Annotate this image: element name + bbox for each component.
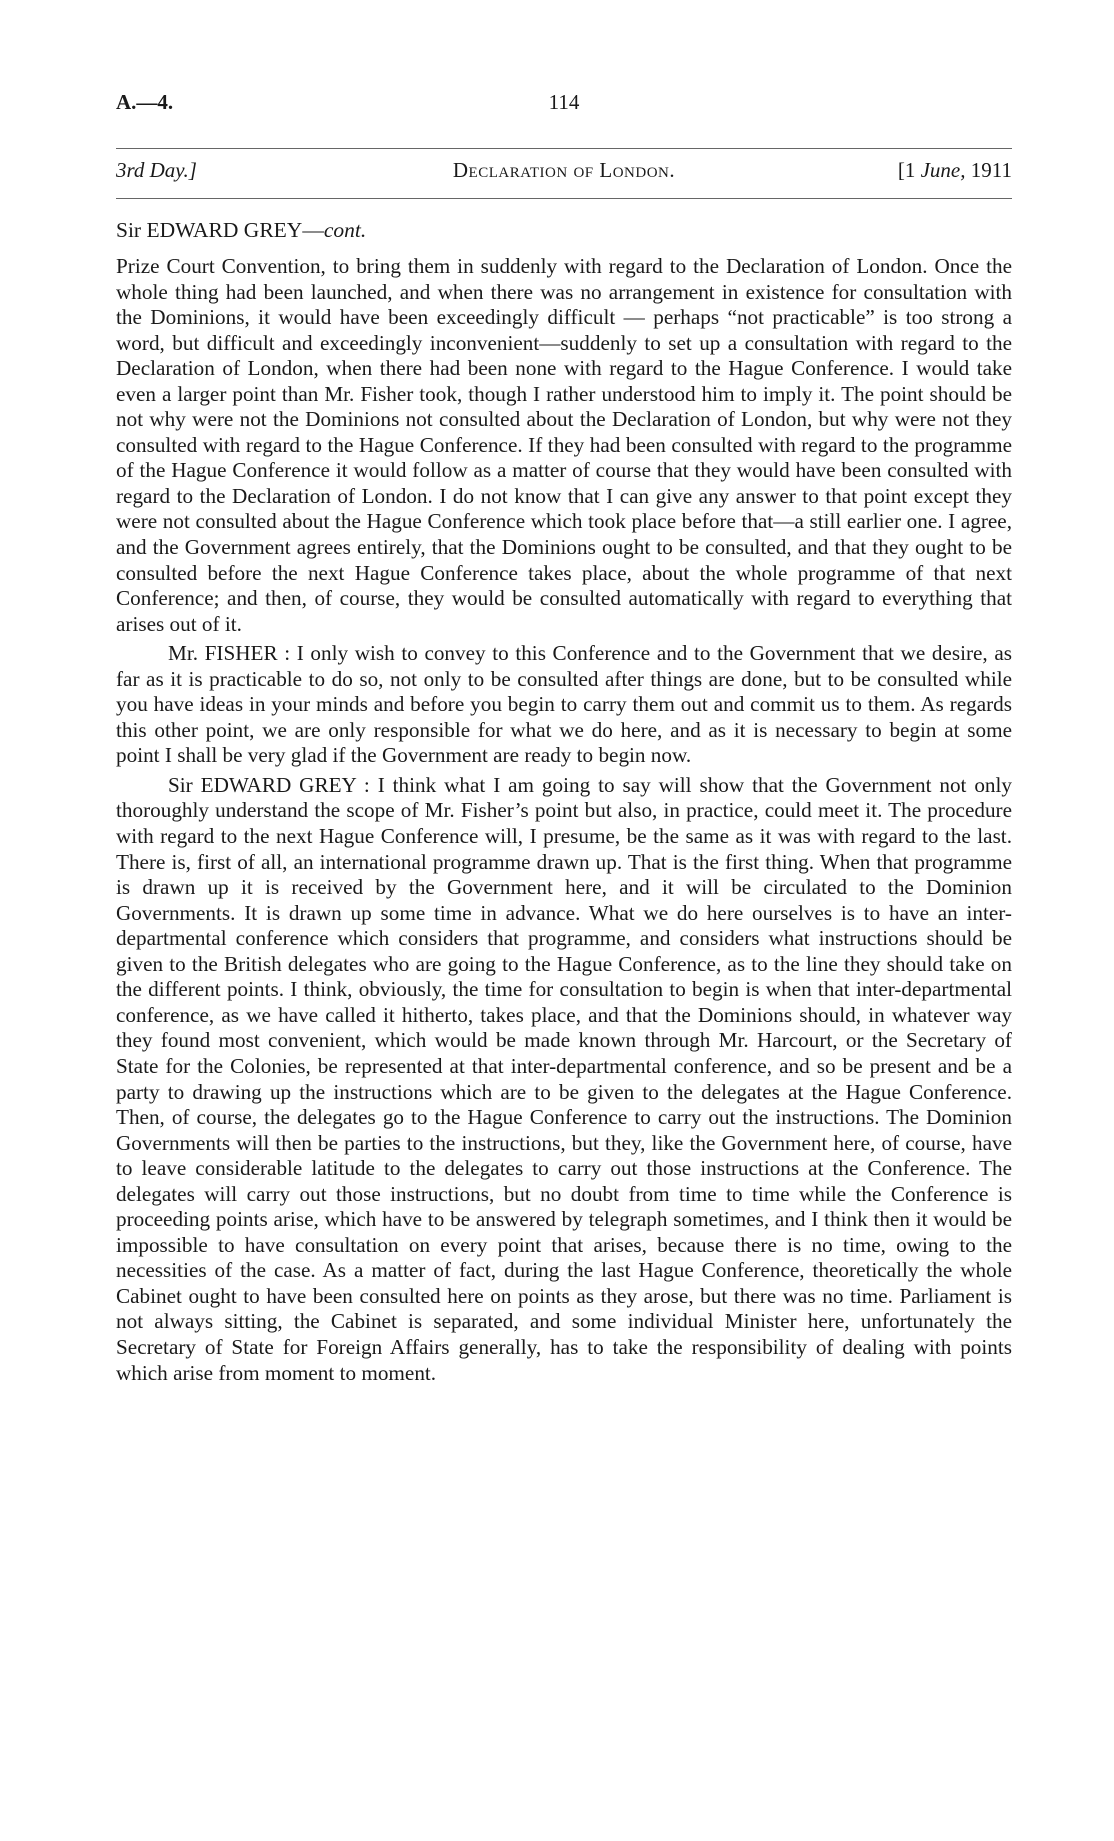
running-head <box>116 158 1012 190</box>
running-head-title: Declaration of London. <box>452 158 676 182</box>
paragraph: Sir EDWARD GREY : I think what I am going to say will show that the Government not only thoroughly understand the scope of Mr. Fisher’s point but also, in practice, could meet it. The procedure with regard to the next Hague Conference will, I presume, be the same as it was with regard to the last. There is, first of all, an international programme drawn up. That is the first thing. When that programme is drawn up it is received by the Government here, and it will be circulated to the Dominion Governments. It is drawn up some time in advance. What we do here ourselves is to have an inter-departmental conference which considers that programme, and considers what instructions should be given to the British delegates who are going to the Hague Conference, as to the line they should take on the different points. I think, obviously, the time for consultation to begin is when that inter-departmental conference, as we have called it hitherto, takes place, and that the Dominions should, in whatever way they found most convenient, which would be made known through Mr. Harcourt, or the Secretary of State for the Colonies, be represented at that inter-departmental conference, and so be present and be a party to drawing up the instructions which are to be given to the delegates at the Hague Conference. Then, of course, the delegates go to the Hague Conference to carry out the instructions. The Dominion Governments will then be parties to the instructions, but they, like the Government here, of course, have to leave considerable latitude to the delegates to carry out those instructions at the Conference. The delegates will carry out those instructions, but no doubt from time to time while the Conference is proceeding points arise, which have to be answered by telegraph sometimes, and I think then it would be impossible to have consultation on every point that arises, because there is no time, owing to the necessities of the case. As a matter of fact, during the last Hague Conference, theoretically the whole Cabinet ought to have been consulted here on points as they arose, but there was no time. Parliament is not always sitting, the Cabinet is separated, and some individual Minister here, unfortunately the Secretary of State for Foreign Affairs generally, has to take the responsibility of dealing with points which arise from moment to moment. <box>116 772 1012 1385</box>
speaker-heading <box>116 218 366 243</box>
running-head-date-year: 1911 <box>965 158 1012 182</box>
running-head-date-prefix: [1 <box>897 158 921 182</box>
page-number: 114 <box>548 90 580 114</box>
page-top-line <box>116 90 1012 122</box>
speaker-heading-name: Sir EDWARD GREY— <box>116 218 324 242</box>
speaker-heading-suffix: cont. <box>323 218 367 242</box>
running-head-date-month: June, <box>920 158 966 182</box>
header-rule-top <box>116 148 1012 149</box>
paragraph: Mr. FISHER : I only wish to convey to this Conference and to the Government that we desire, as far as it is practicable to do so, not only to be consulted after things are done, but to be consulted while you have ideas in your minds and before you begin to carry them out and commit us to them. As regards this other point, we are only responsible for what we do here, and as it is necessary to begin at some point I shall be very glad if the Government are ready to begin now. <box>116 641 1012 768</box>
running-head-date <box>898 158 1012 183</box>
body-text <box>116 254 1012 1390</box>
header-rule-bottom <box>116 198 1012 199</box>
document-reference: A.—4. <box>116 90 174 114</box>
running-head-day: 3rd Day.] <box>116 158 197 182</box>
paragraph: Prize Court Convention, to bring them in suddenly with regard to the Declaration of London. Once the whole thing had been launched, and when there was no arrangement in existence for consultation with the Dominions, it would have been exceedingly difficult — perhaps “not practicable” is too strong a word, but difficult and exceedingly inconvenient—suddenly to set up a consultation with regard to the Declaration of London, when there had been none with regard to the Hague Conference. I would take even a larger point than Mr. Fisher took, though I rather understood him to imply it. The point should be not why were not the Dominions not consulted about the Declaration of London, but why were not they consulted with regard to the Hague Conference. If they had been consulted with regard to the programme of the Hague Conference it would follow as a matter of course that they would have been consulted with regard to the Declaration of London. I do not know that I can give any answer to that point except they were not consulted about the Hague Conference which took place before that—a still earlier one. I agree, and the Government agrees entirely, that the Dominions ought to be consulted, and that they ought to be consulted before the next Hague Conference takes place, about the whole programme of that next Conference; and then, of course, they would be consulted automatically with regard to everything that arises out of it. <box>116 254 1012 636</box>
